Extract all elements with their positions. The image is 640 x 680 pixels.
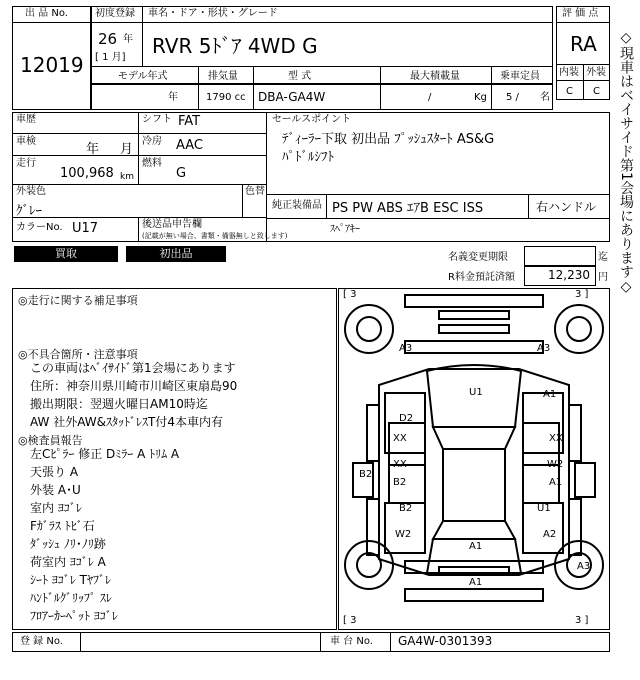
- report-line-8: ｼｰﾄ ﾖｺﾞﾚ Tﾔﾌﾞﾚ: [30, 573, 111, 587]
- defects-label: ◎不具合箇所・注意事項: [18, 348, 138, 361]
- note-line-4: AW 社外AW&ｽﾀｯﾄﾞﾚｽT付4本車内有: [30, 415, 223, 429]
- supplement-label: ◎走行に関する補足事項: [18, 294, 138, 307]
- report-line-6: ﾀﾞｯｼｭ ﾉﾘ･ﾉﾘ跡: [30, 537, 106, 551]
- lot-number: 12019: [20, 53, 84, 77]
- inspector-label: ◎検査員報告: [18, 434, 83, 447]
- mark-u1-hood: U1: [469, 387, 483, 398]
- type-code: DBA-GA4W: [258, 90, 326, 104]
- steering-side: 右ハンドル: [536, 200, 597, 214]
- name-change-label: 名義変更期限: [448, 252, 508, 263]
- inspection-label: 車検: [16, 136, 36, 147]
- capacity-label: 乗車定員: [500, 71, 540, 82]
- recycle-label: R料金預託済額: [448, 272, 515, 283]
- displacement: 1790 cc: [206, 92, 246, 103]
- capacity-unit: 名: [540, 92, 550, 103]
- model-year-unit: 年: [168, 92, 178, 103]
- ac-label: 冷房: [142, 136, 162, 147]
- mark-w2-rear-left: W2: [395, 529, 412, 540]
- color-no: U17: [72, 221, 99, 236]
- displacement-label: 排気量: [208, 71, 238, 82]
- mark-b2-side: B2: [359, 469, 373, 480]
- report-line-7: 荷室内 ﾖｺﾞﾚ A: [30, 555, 106, 569]
- mark-b2-inner: B2: [393, 477, 407, 488]
- max-load-unit: Kg: [474, 92, 487, 103]
- mark-u1-rear-right: U1: [537, 503, 551, 514]
- history-label: 車歴: [16, 114, 36, 125]
- footer-row: [12, 632, 610, 652]
- fuel-value: G: [176, 166, 187, 181]
- mark-xx-left-2: XX: [393, 459, 407, 470]
- color-no-label: カラーNo.: [16, 222, 63, 233]
- first-listing-badge: 初出品: [126, 246, 226, 262]
- mark-d2: D2: [399, 413, 414, 424]
- extra-equipment: ｽﾍﾟｱｷｰ: [330, 224, 360, 235]
- car-name: RVR 5ﾄﾞｱ 4WD G: [152, 34, 318, 58]
- mark-a3-front-right: A3: [537, 343, 551, 354]
- mark-a2: A2: [543, 529, 557, 540]
- sales-point-line2: ﾊﾟﾄﾞﾙｼﾌﾄ: [282, 150, 334, 165]
- reg-year-unit: 年: [123, 34, 133, 45]
- mark-xx-right-1: XX: [549, 433, 563, 444]
- ext-color: ｸﾞﾚｰ: [16, 204, 42, 219]
- recycle-fee: 12,230: [548, 268, 590, 282]
- exterior-grade: C: [593, 86, 600, 97]
- model-year-label: モデル年式: [118, 71, 168, 82]
- corner-front-left: [ 3: [343, 289, 357, 300]
- damage-diagram: [338, 288, 610, 630]
- report-line-2: 天張り A: [30, 465, 79, 479]
- type-label: 型 式: [288, 71, 312, 82]
- mark-a1-rear-bumper: A1: [469, 577, 483, 588]
- reg-no-label: 登 録 No.: [20, 636, 63, 647]
- inspection-year: 年: [86, 142, 100, 157]
- name-change-box: [524, 246, 596, 266]
- aftermarket-note: (記載が無い場合、書類・備器無しと致します): [142, 232, 288, 240]
- mark-a3-front-left: A3: [399, 343, 413, 354]
- equipment-list: PS PW ABS ｴｱB ESC ISS: [332, 201, 484, 216]
- report-line-10: ﾌﾛｱｰｶｰﾍﾟｯﾄ ﾖｺﾞﾚ: [30, 609, 118, 623]
- first-reg-label: 初度登録: [95, 8, 135, 19]
- report-line-9: ﾊﾝﾄﾞﾙｸﾞﾘｯﾌﾟ ｽﾚ: [30, 591, 112, 605]
- max-load-slash: /: [428, 92, 432, 103]
- car-name-label: 車名・ドア・形状・グレード: [148, 8, 278, 19]
- max-load-label: 最大積載量: [410, 71, 460, 82]
- mark-b2-rear-left: B2: [399, 503, 413, 514]
- color-change-label: 色替: [245, 186, 265, 197]
- corner-rear-right: 3 ]: [575, 615, 589, 626]
- buy-badge: 買取: [14, 246, 118, 262]
- aftermarket-label: 後送品申告欄: [142, 219, 202, 230]
- wheel-front-left-icon: [345, 305, 393, 353]
- mileage-unit: km: [120, 172, 134, 182]
- chassis-label: 車 台 No.: [330, 636, 373, 647]
- mark-a1-trunk: A1: [469, 541, 483, 552]
- sales-point-line1: ﾃﾞｨｰﾗｰ下取 初出品 ﾌﾟｯｼｭｽﾀｰﾄ AS&G: [282, 132, 495, 147]
- exterior-label: 外装: [586, 67, 606, 78]
- corner-rear-left: [ 3: [343, 615, 357, 626]
- reg-month: [ 1 月]: [95, 52, 126, 63]
- name-change-unit: 迄: [598, 252, 608, 263]
- mark-xx-left-1: XX: [393, 433, 407, 444]
- chassis-number: GA4W-0301393: [398, 634, 493, 648]
- ext-color-label: 外装色: [16, 186, 46, 197]
- shift-value: FAT: [178, 114, 201, 129]
- note-line-2: 住所：神奈川県川崎市川崎区東扇島90: [30, 379, 238, 393]
- report-line-5: Fｶﾞﾗｽ ﾄﾋﾞ石: [30, 519, 95, 533]
- report-line-4: 室内 ﾖｺﾞﾚ: [30, 501, 82, 515]
- report-line-1: 左Cﾋﾟﾗｰ 修正 Dﾐﾗｰ A ﾄﾘﾑ A: [30, 447, 180, 461]
- mileage-label: 走行: [16, 158, 36, 169]
- grade-label: 評 価 点: [562, 8, 599, 19]
- mark-a3-rear-wheel: A3: [577, 561, 591, 572]
- shift-label: シフト: [142, 114, 172, 125]
- sales-point-label: セールスポイント: [272, 114, 352, 125]
- side-banner: ◇現車はベイサイド第1会場にあります◇: [618, 30, 634, 295]
- wheel-front-right-icon: [555, 305, 603, 353]
- corner-front-right: 3 ]: [575, 289, 589, 300]
- note-line-1: この車両はﾍﾞｲｻｲﾄﾞ第1会場にあります: [30, 361, 236, 375]
- mileage-value: 100,968: [60, 166, 114, 181]
- report-line-3: 外装 A･U: [30, 483, 81, 497]
- interior-label: 内装: [559, 67, 579, 78]
- mark-a1-mid-right: A1: [549, 477, 563, 488]
- mark-a1-front-right: A1: [543, 389, 557, 400]
- interior-grade: C: [566, 86, 573, 97]
- reg-year: 26: [98, 30, 118, 48]
- mark-w2-right: W2: [547, 459, 564, 470]
- equipment-label: 純正装備品: [272, 200, 322, 211]
- ac-value: AAC: [176, 138, 203, 153]
- capacity: 5 /: [506, 92, 519, 103]
- lot-label: 出 品 No.: [25, 8, 68, 19]
- grade-value: RA: [570, 32, 597, 56]
- note-line-3: 搬出期限：翌週火曜日AM10時迄: [30, 397, 208, 411]
- inspection-month: 月: [120, 142, 134, 157]
- recycle-unit: 円: [598, 272, 608, 283]
- fuel-label: 燃料: [142, 158, 162, 169]
